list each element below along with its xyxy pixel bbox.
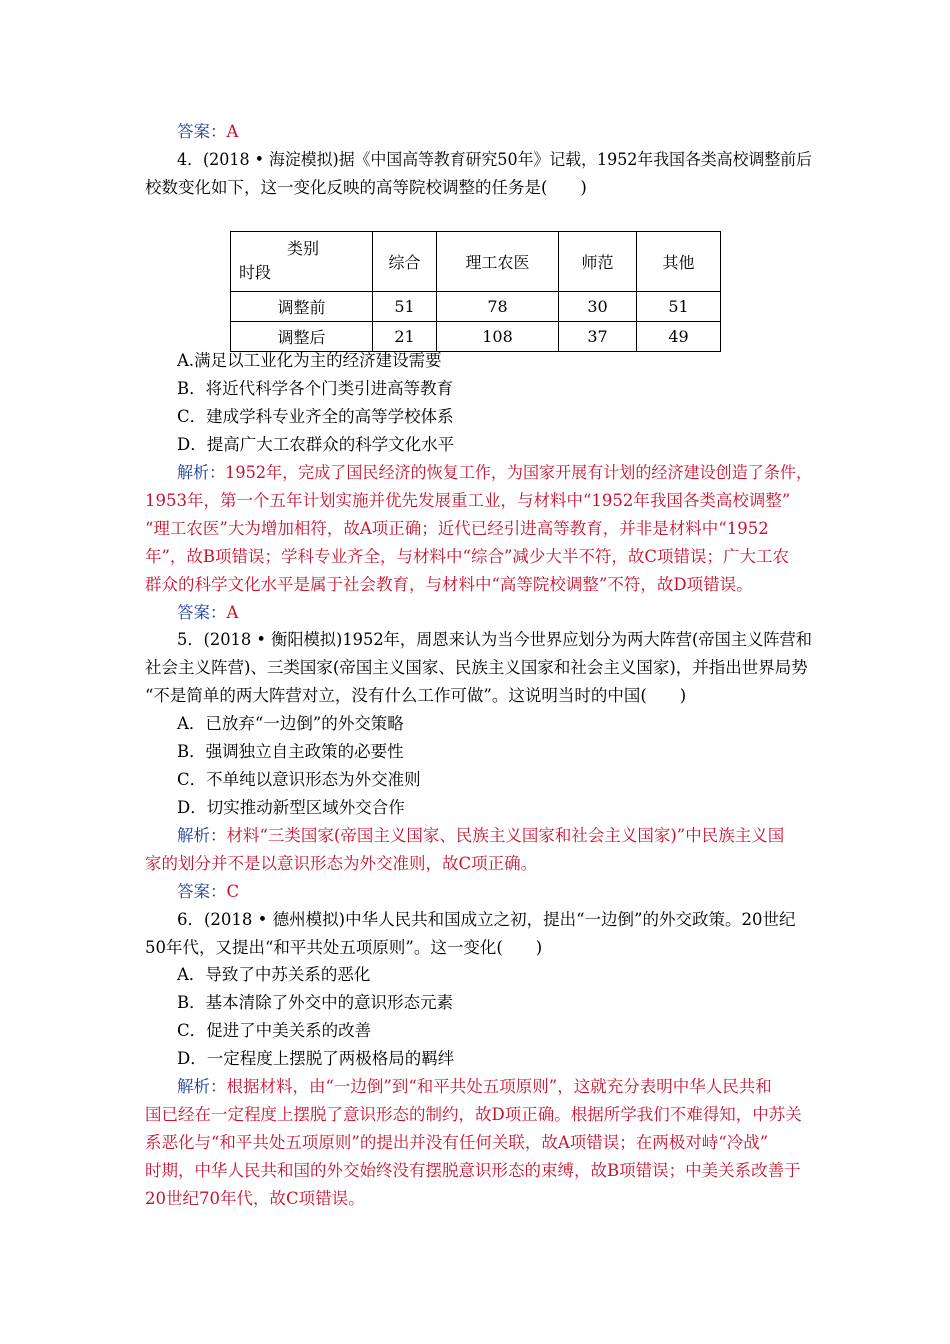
q6-option-d: D．一定程度上摆脱了两极格局的羁绊 <box>177 1049 455 1068</box>
q6-explanation-line-5: 20世纪70年代，故C项错误。 <box>145 1189 365 1208</box>
q4-explanation-line-4: 年”，故B项错误；学科专业齐全，与材料中“综合”减少大半不符，故C项错误；广大工农 <box>145 547 790 566</box>
table-row <box>231 292 721 322</box>
q6-option-c: C．促进了中美关系的改善 <box>177 1021 372 1040</box>
answer-value: C <box>226 882 240 901</box>
q4-explanation-line-1 <box>177 462 812 484</box>
answer-value: A <box>226 122 239 141</box>
row-label: 调整前 <box>231 292 373 322</box>
corner-period-label: 时段 <box>239 263 272 282</box>
answer-label: 答案： <box>177 882 227 901</box>
q5-answer <box>177 881 239 903</box>
q6-stem-line-1: 6．(2018 • 德州模拟)中华人民共和国成立之初，提出“一边倒”的外交政策。20世纪 <box>177 910 796 929</box>
table-cell: 108 <box>437 322 559 352</box>
q5-explanation-line-1 <box>177 825 784 847</box>
table-cell: 78 <box>437 292 559 322</box>
explanation-text: 根据材料，由“一边倒”到“和平共处五项原则”，这就充分表明中华人民共和 <box>226 1077 772 1096</box>
q6-explanation-line-3: 系恶化与“和平共处五项原则”的提出并没有任何关联，故A项错误；在两极对峙“冷战” <box>145 1133 769 1152</box>
q4-option-b: B．将近代科学各个门类引进高等教育 <box>177 379 454 398</box>
table-header-cell: 综合 <box>373 232 437 292</box>
answer-label: 答案： <box>177 122 227 141</box>
explanation-label: 解析： <box>177 1077 227 1096</box>
table-cell: 51 <box>637 292 721 322</box>
explanation-label: 解析： <box>177 826 227 845</box>
table-row <box>231 322 721 352</box>
q4-option-a: A.满足以工业化为主的经济建设需要 <box>177 351 442 370</box>
q5-stem-line-1: 5．(2018 • 衡阳模拟)1952年，周恩来认为当今世界应划分为两大阵营(帝国主义阵营和 <box>177 630 812 649</box>
table-cell: 49 <box>637 322 721 352</box>
q4-stem-line-2: 校数变化如下，这一变化反映的高等院校调整的任务是( ) <box>145 178 587 197</box>
q6-stem-line-2: 50年代，又提出“和平共处五项原则”。这一变化( ) <box>145 938 543 957</box>
explanation-text: 1952年，完成了国民经济的恢复工作，为国家开展有计划的经济建设创造了条件， <box>225 463 813 482</box>
explanation-text: 材料“三类国家(帝国主义国家、民族主义国家和社会主义国家)”中民族主义国 <box>226 826 785 845</box>
q4-stem-line-1: 4．(2018 • 海淀模拟)据《中国高等教育研究50年》记载，1952年我国各类高校调整前后 <box>177 150 812 169</box>
q5-stem-line-2: 社会主义阵营)、三类国家(帝国主义国家、民族主义国家和社会主义国家)，并指出世界局势 <box>145 658 808 677</box>
q4-explanation-line-3: “理工农医”大为增加相符，故A项正确；近代已经引进高等教育，并非是材料中“1952 <box>145 519 769 538</box>
table-header-cell: 其他 <box>637 232 721 292</box>
corner-category-label: 类别 <box>287 239 320 258</box>
q5-option-c: C．不单纯以意识形态为外交准则 <box>177 770 421 789</box>
row-label: 调整后 <box>231 322 373 352</box>
q5-option-b: B．强调独立自主政策的必要性 <box>177 742 404 761</box>
q4-answer <box>177 602 238 624</box>
q4-option-c: C．建成学科专业齐全的高等学校体系 <box>177 407 454 426</box>
table-cell: 21 <box>373 322 437 352</box>
q5-option-a: A．已放弃“一边倒”的外交策略 <box>177 714 404 733</box>
q5-stem-line-3: “不是简单的两大阵营对立，没有什么工作可做”。这说明当时的中国( ) <box>145 686 687 705</box>
table-cell: 37 <box>559 322 637 352</box>
answer-label: 答案： <box>177 603 227 622</box>
q6-option-b: B．基本清除了外交中的意识形态元素 <box>177 993 454 1012</box>
q4-data-table <box>230 231 721 352</box>
q6-explanation-line-2: 国已经在一定程度上摆脱了意识形态的制约，故D项正确。根据所学我们不难得知，中苏关 <box>145 1105 802 1124</box>
q4-option-d: D．提高广大工农群众的科学文化水平 <box>177 435 455 454</box>
explanation-label: 解析： <box>177 463 226 482</box>
table-cell: 51 <box>373 292 437 322</box>
table-cell: 30 <box>559 292 637 322</box>
q6-option-a: A．导致了中苏关系的恶化 <box>177 965 371 984</box>
q5-option-d: D．切实推动新型区域外交合作 <box>177 798 405 817</box>
q4-explanation-line-2: 1953年，第一个五年计划实施并优先发展重工业，与材料中“1952年我国各类高校调整” <box>145 491 791 510</box>
table-header-row <box>231 232 721 292</box>
answer-value: A <box>226 603 239 622</box>
table-header-cell: 理工农医 <box>437 232 559 292</box>
table-header-cell: 师范 <box>559 232 637 292</box>
q3-answer <box>177 121 238 143</box>
q5-explanation-line-2: 家的划分并不是以意识形态为外交准则，故C项正确。 <box>145 854 538 873</box>
q4-explanation-line-5: 群众的科学文化水平是属于社会教育，与材料中“高等院校调整”不符，故D项错误。 <box>145 575 753 594</box>
q6-explanation-line-1 <box>177 1076 772 1098</box>
q6-explanation-line-4: 时期，中华人民共和国的外交始终没有摆脱意识形态的束缚，故B项错误；中美关系改善于 <box>145 1161 801 1180</box>
table-corner-cell <box>231 232 373 292</box>
